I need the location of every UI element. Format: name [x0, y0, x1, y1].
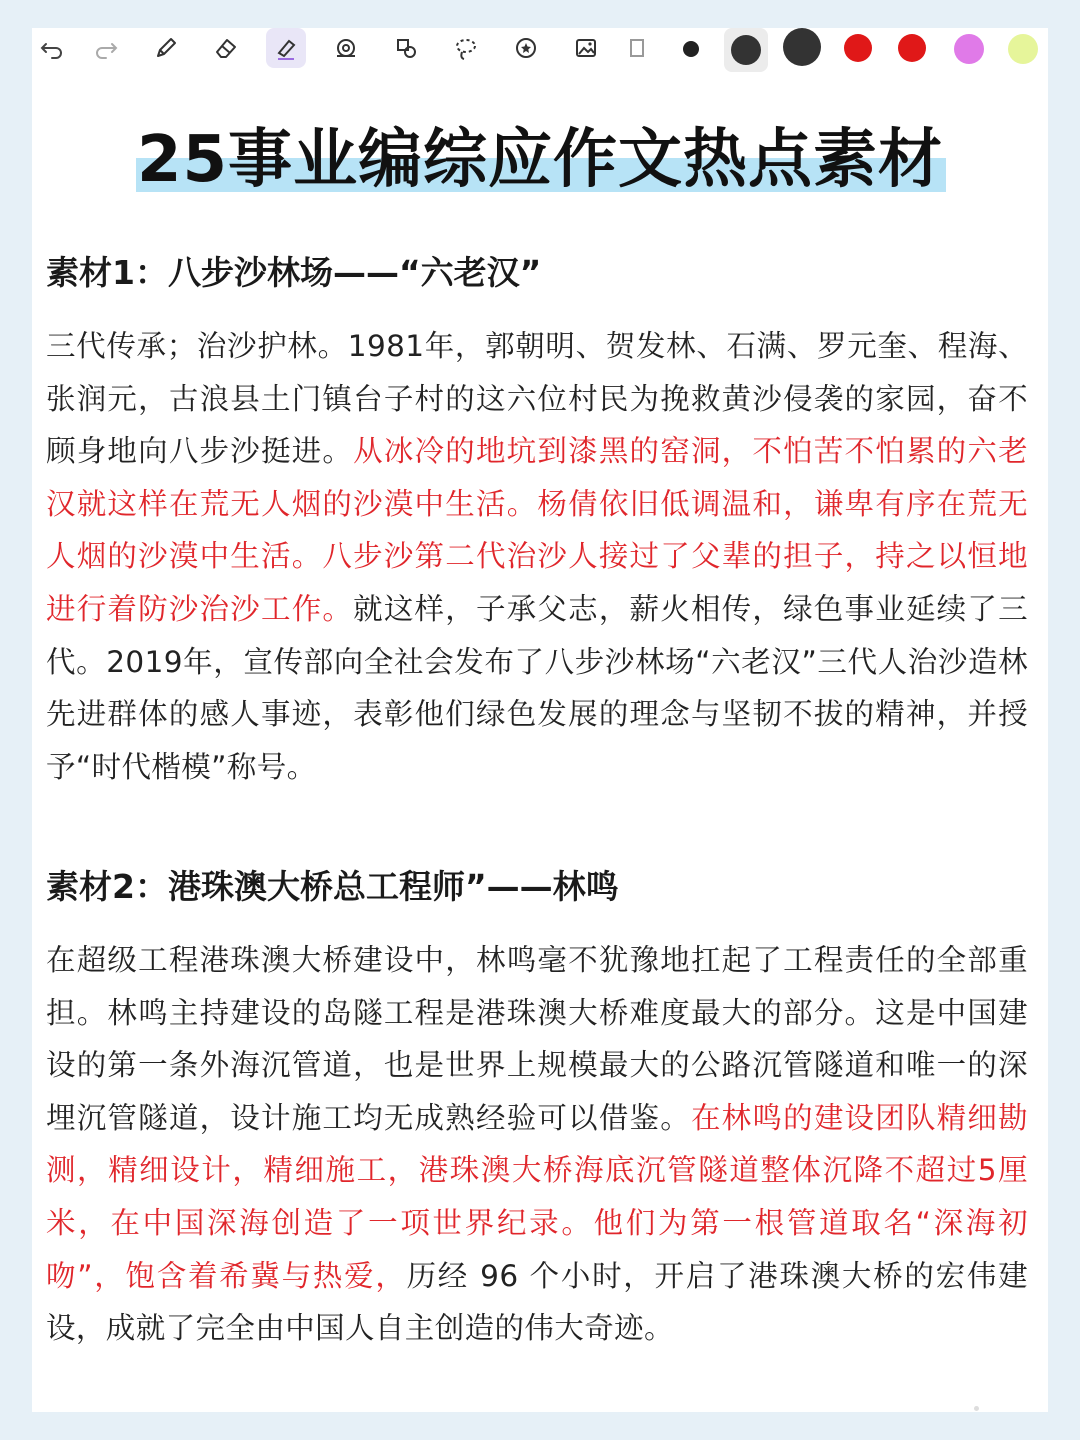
color-swatch-pink[interactable]: [954, 34, 984, 64]
image-icon[interactable]: [566, 28, 606, 68]
body-text: 三代传承；治沙护林。1981年，郭朝明、贺发林、石满、罗元奎、程海、张润元，古浪县土门镇台子村的这六位村民为挽救黄沙侵袭的家园，奋不顾身地向八步沙挺进。: [46, 329, 1028, 469]
text-box-icon[interactable]: [622, 28, 652, 68]
section-body-1: [46, 320, 1028, 793]
page-title: 25事业编综应作文热点素材: [136, 123, 944, 197]
lasso-icon[interactable]: [446, 28, 486, 68]
shape-icon[interactable]: [326, 28, 366, 68]
color-swatch-dark-selected[interactable]: [724, 28, 768, 72]
color-swatch-lime[interactable]: [1008, 34, 1038, 64]
body-text: 历经 96 个小时，开启了港珠澳大桥的宏伟建设，成就了完全由中国人自主创造的伟大奇迹。: [46, 1258, 1028, 1346]
body-text: 就这样，子承父志，薪火相传，绿色事业延续了三代。2019年，宣传部向全社会发布了八步沙林场“六老汉”三代人治沙造林先进群体的感人事迹，表彰他们绿色发展的理念与坚韧不拔的精神，并授予“时代楷模”称号。: [46, 591, 1028, 784]
section-heading-1: 素材1：八步沙林场——“六老汉”: [46, 253, 542, 292]
color-swatch-red-1[interactable]: [844, 34, 872, 62]
eraser-icon[interactable]: [206, 28, 246, 68]
note-page: [32, 28, 1048, 1412]
highlighter-icon[interactable]: [266, 28, 306, 68]
redo-icon[interactable]: [86, 28, 126, 68]
section-body-2: [46, 934, 1028, 1355]
body-text: 在超级工程港珠澳大桥建设中，林鸣毫不犹豫地扛起了工程责任的全部重担。林鸣主持建设的岛隧工程是港珠澳大桥难度最大的部分。这是中国建设的第一条外海沉管道，也是世界上规模最大的公路沉管隧道和唯一的深埋沉管隧道，设计施工均无成熟经验可以借鉴。: [46, 943, 1028, 1135]
stamp-icon[interactable]: [386, 28, 426, 68]
section-heading-2: 素材2：港珠澳大桥总工程师”——林鸣: [46, 867, 619, 906]
color-swatch-dark-large[interactable]: [783, 28, 821, 66]
pencil-icon[interactable]: [146, 28, 186, 68]
undo-icon[interactable]: [32, 28, 72, 68]
drawing-toolbar: [32, 28, 1048, 68]
highlighted-text: 从冰冷的地坑到漆黑的窑洞，不怕苦不怕累的六老汉就这样在荒无人烟的沙漠中生活。杨倩依旧低调温和，谦卑有序在荒无人烟的沙漠中生活。八步沙第二代治沙人接过了父辈的担子，持之以恒地进行着防沙治沙工作。: [46, 434, 1028, 626]
color-swatch-black-small[interactable]: [683, 41, 699, 57]
page-indicator-dot: [974, 1406, 979, 1411]
sticker-icon[interactable]: [506, 28, 546, 68]
title-block: [32, 116, 1048, 206]
color-swatch-red-2[interactable]: [898, 34, 926, 62]
highlighted-text: 在林鸣的建设团队精细勘测，精细设计，精细施工，港珠澳大桥海底沉管隧道整体沉降不超过5厘米，在中国深海创造了一项世界纪录。他们为第一根管道取名“深海初吻”，饱含着希冀与热爱，: [46, 1100, 1028, 1293]
